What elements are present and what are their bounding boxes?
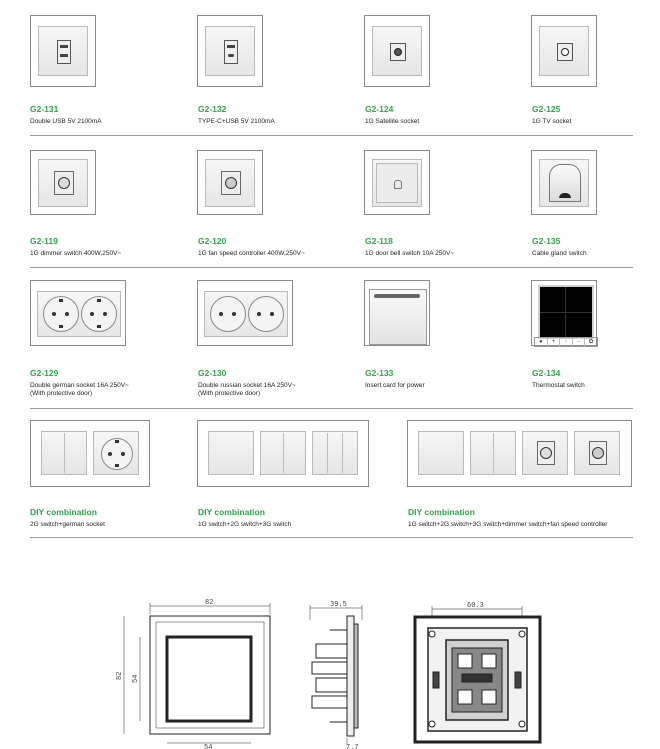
product-desc: Double USB 5V 2100mA (30, 118, 102, 125)
dim-back-width: 60.3 (467, 602, 484, 610)
product-desc: 1G fan speed controller 400W,250V~ (198, 250, 305, 257)
product-code: G2-132 (198, 104, 227, 114)
product-code: G2-129 (30, 368, 59, 378)
product-desc: 1G door bell switch 10A 250V~ (365, 250, 455, 257)
side-view-drawing (310, 605, 362, 745)
product-desc-note: (With protective door) (30, 390, 93, 397)
product-desc: Insert card for power (365, 382, 425, 389)
dim-front-width: 82 (205, 599, 214, 607)
minus-button[interactable]: - (573, 338, 586, 346)
dim-side-thickness: 7.7 (346, 744, 359, 749)
dim-front-height: 82 (116, 671, 124, 680)
product-desc: 1G TV socket (532, 118, 572, 125)
fan-icon[interactable]: ✿ (588, 339, 594, 345)
mode-icon[interactable]: ◦ (560, 338, 573, 346)
product-code: G2-120 (198, 236, 227, 246)
product-code: G2-124 (365, 104, 394, 114)
diy-desc: 2G switch+german socket (30, 521, 105, 528)
product-desc: Double russian socket 16A 250V~ (198, 382, 296, 389)
product-desc: 1G Satellite socket (365, 118, 420, 125)
diy-title: DIY combination (408, 507, 475, 517)
product-code: G2-125 (532, 104, 561, 114)
diy-desc: 1G switch+2G switch+3G switch+dimmer switch+fan speed controller (408, 521, 608, 528)
dim-inner-height: 54 (132, 674, 140, 683)
diy-title: DIY combination (30, 507, 97, 517)
product-code: G2-118 (365, 236, 393, 246)
product-desc: Double german socket 16A 250V~ (30, 382, 129, 389)
back-view-drawing (415, 606, 540, 742)
product-desc: 1G dimmer switch 400W,250V~ (30, 250, 122, 257)
product-code: G2-119 (30, 236, 58, 246)
diy-desc: 1G switch+2G switch+3G switch (198, 521, 292, 528)
product-code: G2-134 (532, 368, 561, 378)
product-desc-note: (With protective door) (198, 390, 261, 397)
product-desc: Cable gland switch (532, 250, 587, 257)
product-code: G2-130 (198, 368, 227, 378)
product-code: G2-133 (365, 368, 394, 378)
dim-inner-width: 54 (204, 744, 213, 749)
power-icon[interactable]: ● (535, 338, 548, 346)
dim-side-depth: 39.5 (330, 601, 347, 609)
product-desc: Thermostat switch (532, 382, 585, 389)
front-view-drawing (124, 603, 270, 743)
plus-button[interactable]: + (548, 338, 561, 346)
product-desc: TYPE-C+USB 5V 2100mA (198, 118, 275, 125)
product-code: G2-135 (532, 236, 561, 246)
product-code: G2-131 (30, 104, 59, 114)
diy-title: DIY combination (198, 507, 265, 517)
